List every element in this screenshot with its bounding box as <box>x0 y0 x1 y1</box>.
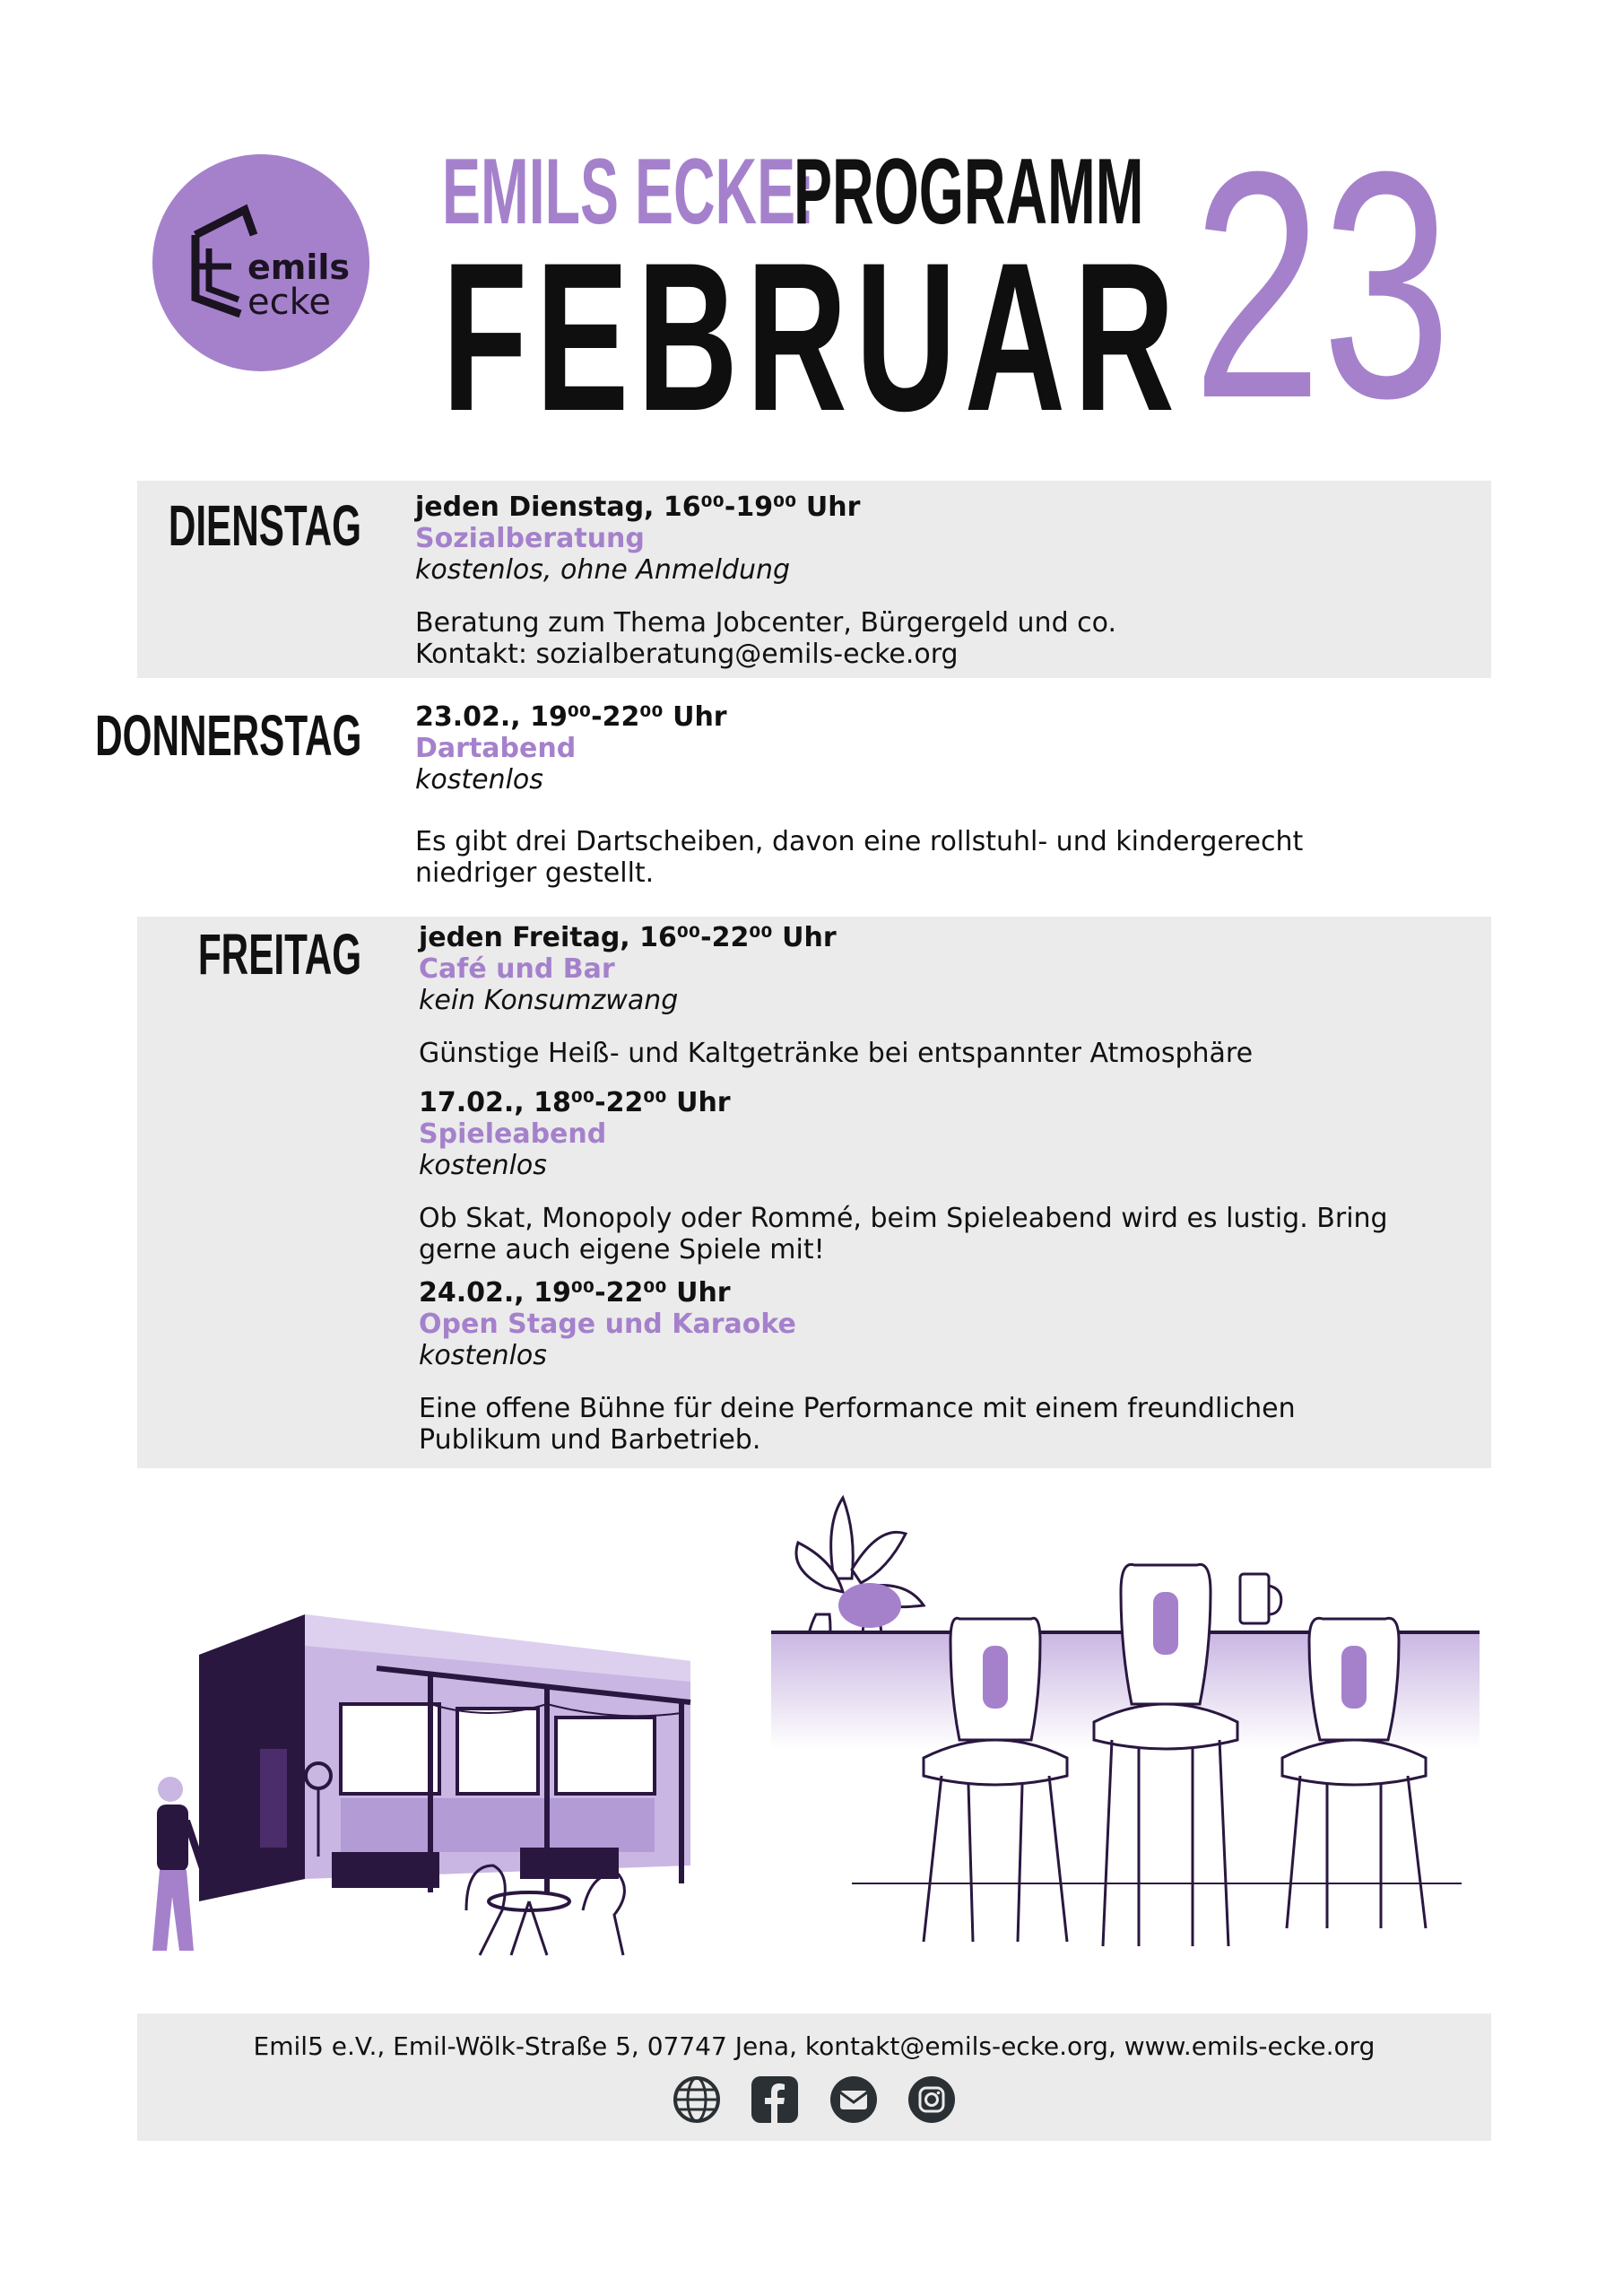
event-note: kostenlos <box>419 1150 547 1181</box>
event-spieleabend <box>419 1087 1477 1265</box>
description-line: Es gibt drei Dartscheiben, davon eine rollstuhl- und kindergerecht <box>415 826 1304 857</box>
logo <box>152 154 369 371</box>
description-line: niedriger gestellt. <box>415 857 655 889</box>
event-note: kostenlos, ohne Anmeldung <box>415 554 791 586</box>
event-time: 24.02., 19⁰⁰-22⁰⁰ Uhr <box>419 1277 731 1309</box>
logo-mark-icon <box>178 199 258 325</box>
event-dartabend <box>415 701 1473 889</box>
event-description <box>419 1203 1477 1265</box>
event-sozialberatung <box>415 491 1473 670</box>
description-line: Ob Skat, Monopoly oder Rommé, beim Spieleabend wird es lustig. Bring <box>419 1203 1388 1234</box>
description-line: Eine offene Bühne für deine Performance mit einem freundlichen <box>419 1393 1296 1424</box>
event-name: Sozialberatung <box>415 523 645 554</box>
event-time: 17.02., 18⁰⁰-22⁰⁰ Uhr <box>419 1087 731 1118</box>
section-dienstag <box>137 481 1491 678</box>
event-name: Open Stage und Karaoke <box>419 1309 796 1340</box>
description-line: Beratung zum Thema Jobcenter, Bürgergeld und co. <box>415 607 1117 639</box>
event-name: Spieleabend <box>419 1118 607 1150</box>
event-note: kostenlos <box>415 764 543 796</box>
instagram-icon[interactable] <box>907 2074 957 2125</box>
cafe-building-illustration <box>135 1596 708 1973</box>
title-rest: PROGRAMM <box>794 140 1144 244</box>
event-description <box>415 826 1473 889</box>
description-line: Publikum und Barbetrieb. <box>419 1424 761 1456</box>
event-name: Café und Bar <box>419 953 615 985</box>
event-description <box>415 607 1473 670</box>
facebook-icon[interactable] <box>750 2074 800 2125</box>
logo-word-emils: emils <box>247 248 351 287</box>
description-line: Kontakt: sozialberatung@emils-ecke.org <box>415 639 959 670</box>
footer-social-icons <box>137 2074 1491 2125</box>
month-heading: FEBRUAR <box>442 219 1184 456</box>
event-time: jeden Freitag, 16⁰⁰-22⁰⁰ Uhr <box>419 922 837 953</box>
section-freitag <box>137 917 1491 1468</box>
event-note: kostenlos <box>419 1340 547 1371</box>
section-donnerstag <box>94 692 1491 908</box>
event-cafe-und-bar <box>419 922 1477 1069</box>
footer-address: Emil5 e.V., Emil-Wölk-Straße 5, 07747 Jena, kontakt@emils-ecke.org, www.emils-ecke.org <box>253 2031 1376 2061</box>
globe-icon[interactable] <box>672 2074 722 2125</box>
description-line: gerne auch eigene Spiele mit! <box>419 1234 825 1265</box>
event-time: jeden Dienstag, 16⁰⁰-19⁰⁰ Uhr <box>415 491 861 523</box>
event-name: Dartabend <box>415 733 577 764</box>
event-note: kein Konsumzwang <box>419 985 679 1016</box>
event-description <box>419 1393 1477 1456</box>
title-accent: EMILS ECKE: <box>442 140 815 244</box>
day-label: DONNERSTAG <box>94 703 361 768</box>
footer <box>137 2013 1491 2141</box>
description-line: Günstige Heiß- und Kaltgetränke bei entspannter Atmosphäre <box>419 1038 1254 1069</box>
day-label: FREITAG <box>197 922 361 987</box>
mail-icon[interactable] <box>829 2074 879 2125</box>
logo-word-ecke: ecke <box>247 282 331 323</box>
event-open-stage <box>419 1277 1477 1456</box>
year-heading: 23 <box>1193 105 1452 465</box>
event-time: 23.02., 19⁰⁰-22⁰⁰ Uhr <box>415 701 727 733</box>
day-label: DIENSTAG <box>168 493 361 558</box>
event-description <box>419 1038 1477 1069</box>
bar-stools-illustration <box>771 1489 1506 1964</box>
